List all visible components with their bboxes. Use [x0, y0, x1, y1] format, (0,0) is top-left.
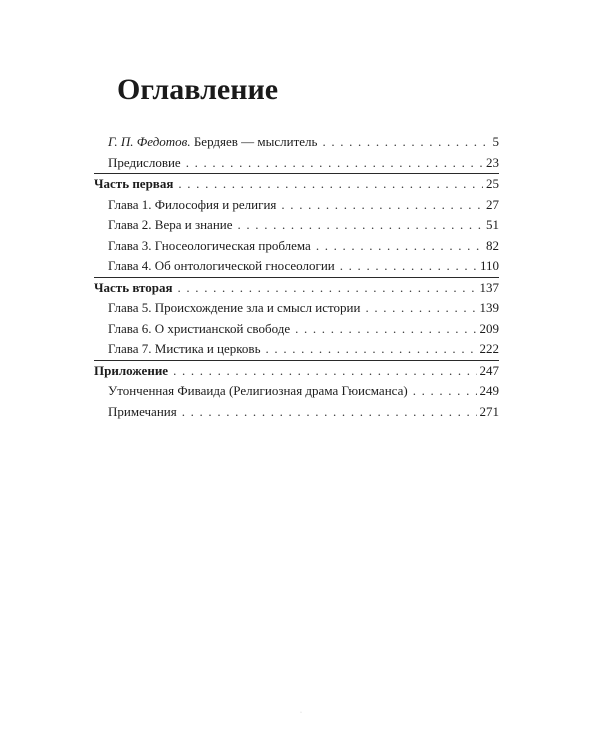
dot-leader — [316, 236, 483, 257]
dot-leader — [322, 132, 486, 153]
dot-leader — [365, 298, 476, 319]
toc-entry-title: Глава 3. Гносеологическая проблема — [108, 237, 311, 253]
toc-entry-title: Глава 7. Мистика и церковь — [108, 341, 261, 356]
toc-page-number: 25 — [486, 176, 499, 191]
toc-part-title: Часть первая — [94, 176, 174, 191]
dot-leader — [178, 278, 477, 299]
toc-entry[interactable] — [94, 153, 499, 174]
toc-page-number: 82 — [486, 237, 499, 253]
toc-entry[interactable] — [94, 236, 499, 257]
toc-part-entry[interactable] — [94, 277, 499, 299]
toc-entry-title: Бердяев — мыслитель — [190, 134, 318, 149]
toc-entry-title: Глава 1. Философия и религия — [108, 196, 277, 212]
toc-page-number: 249 — [479, 383, 499, 398]
page-title: Оглавление — [117, 73, 279, 106]
toc-entry[interactable] — [94, 339, 499, 360]
toc-entry-title: Глава 6. О христианской свободе — [108, 320, 291, 336]
dot-leader — [295, 319, 476, 340]
toc-entry-title: Глава 2. Вера и знание — [108, 217, 233, 232]
toc-page-number: 23 — [486, 154, 499, 170]
toc-entry-title: Глава 5. Происхождение зла и смысл истории — [108, 300, 361, 315]
toc-part-title: Приложение — [94, 362, 169, 378]
toc-entry-title: Предисловие — [108, 154, 181, 170]
dot-leader — [266, 339, 477, 360]
toc-page-number: 139 — [479, 300, 499, 315]
toc-page-number: 271 — [479, 403, 499, 419]
dot-leader — [238, 215, 484, 236]
footer-mark: · — [300, 710, 302, 716]
toc-page-number: 27 — [486, 196, 499, 212]
toc-entry-title: Утонченная Фиваида (Религиозная драма Гюисманса) — [108, 383, 408, 398]
toc-entry-title: Глава 4. Об онтологической гносеологии — [108, 258, 335, 273]
toc-entry-title: Примечания — [108, 403, 177, 419]
toc-page-number: 110 — [479, 258, 499, 273]
dot-leader — [182, 402, 477, 423]
toc-page-number: 247 — [479, 362, 499, 378]
toc-part-title: Часть вторая — [94, 279, 173, 295]
dot-leader — [178, 174, 483, 195]
toc-entry[interactable] — [94, 132, 499, 153]
toc-part-entry[interactable] — [94, 173, 499, 195]
toc-page-number: 51 — [486, 217, 499, 232]
dot-leader — [173, 361, 476, 382]
toc-entry[interactable] — [94, 319, 499, 340]
dot-leader — [413, 381, 477, 402]
toc-entry[interactable] — [94, 215, 499, 236]
toc-page-number: 222 — [479, 341, 499, 356]
dot-leader — [186, 153, 483, 174]
table-of-contents — [94, 132, 499, 422]
dot-leader — [281, 195, 483, 216]
toc-entry-text — [108, 132, 317, 153]
toc-page-number: 209 — [479, 320, 499, 336]
toc-entry[interactable] — [94, 195, 499, 216]
toc-page-number: 137 — [479, 279, 499, 295]
toc-entry[interactable] — [94, 256, 499, 277]
toc-entry[interactable] — [94, 381, 499, 402]
toc-entry[interactable] — [94, 298, 499, 319]
toc-entry[interactable] — [94, 402, 499, 423]
dot-leader — [340, 256, 477, 277]
toc-entry-author: Г. П. Федотов. — [108, 134, 191, 149]
toc-page-number: 5 — [492, 134, 499, 149]
toc-part-entry[interactable] — [94, 360, 499, 382]
